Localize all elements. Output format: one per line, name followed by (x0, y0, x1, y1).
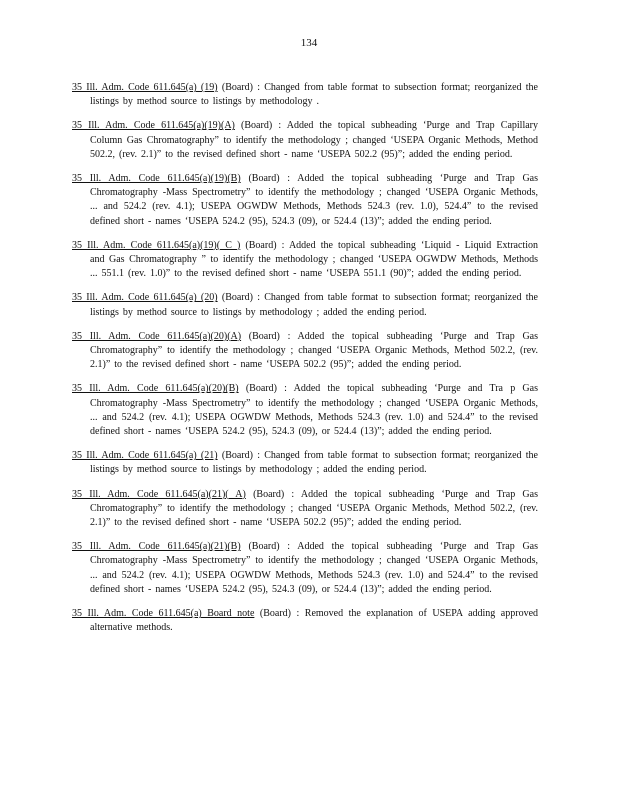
list-item (72, 330, 538, 373)
entry-citation: 35 Ill. Adm. Code 611.645(a)(19)(A) (72, 120, 235, 132)
entry-text: (Board) : Removed the explanation of USEPA adding approved alternative methods. (90, 608, 539, 634)
list-item (72, 291, 538, 319)
page-number: 134 (300, 37, 318, 49)
entry-text: (Board) : Added the topical subheading ‘Purge and Trap Gas Chromatography -Mass Spectrometry” to identify the methodology ; changed ‘USEPA Organic Methods, ... and 524.2 (rev. 4.1); USEPA OGWDW Methods, Methods 524.3 (rev. 1.0), 524.4” to the revised defined short - names ‘USEPA 524.2 (95), 524.3 (09), or 524.4 (13)”; added the ending period. (90, 173, 538, 227)
list-item (72, 382, 538, 439)
entry-citation: 35 Ill. Adm. Code 611.645(a)(20)(A) (72, 330, 242, 342)
entry-citation: 35 Ill. Adm. Code 611.645(a)(19)(B) (72, 173, 241, 185)
entry-citation: 35 Ill. Adm. Code 611.645(a) (19) (72, 82, 218, 93)
list-item (72, 172, 538, 229)
list-item (72, 239, 538, 282)
entry-text: (Board) : Added the topical subheading ‘Purge and Tra p Gas Chromatography -Mass Spectrometry” to identify the methodology ; changed ‘USEPA Organic Methods, ... and 524.2 (rev. 4.1); USEPA OGWDW Methods, Methods 524.3 (rev. 1.0) and 524.4” to the revised defined short - names ‘USEPA 524.2 (95), 524.3 (09), or 524.4 (13)”; added the ending period. (90, 383, 538, 438)
entry-text: (Board) : Changed from table format to subsection format; reorganized the listings by method source to listings by methodology ; added the ending period. (90, 450, 538, 476)
entry-citation: 35 Ill. Adm. Code 611.645(a)(21)(B) (72, 541, 241, 553)
entry-text: (Board) : Changed from table format to subsection format; reorganized the listings by method source to listings by methodology . (90, 82, 538, 108)
entry-citation: 35 Ill. Adm. Code 611.645(a)(20)(B) (72, 383, 239, 395)
entry-citation: 35 Ill. Adm. Code 611.645(a) Board note (72, 608, 255, 620)
entry-citation: 35 Ill. Adm. Code 611.645(a)(19)( C ) (72, 239, 241, 251)
entry-citation: 35 Ill. Adm. Code 611.645(a) (21) (72, 450, 218, 462)
entry-text: (Board) : Added the topical subheading ‘Liquid - Liquid Extraction and Gas Chromatography ” to identify the methodology ; changed ‘USEPA OGWDW Methods, Methods ... 551.1 (rev. 1.0)” to the revised defined short - name ‘USEPA 551.1 (90)”; added the ending period. (90, 239, 538, 280)
list-item (72, 540, 538, 597)
list-item (72, 607, 538, 635)
entry-text: (Board) : Added the topical subheading ‘Purge and Trap Gas Chromatography” to identify the methodology ; changed ‘USEPA Organic Methods, Method 502.2, (rev. 2.1)” to the revised defined short - name ‘USEPA 502.2 (95)”; added the ending period. (90, 330, 538, 371)
list-item (72, 81, 538, 109)
list-item (72, 449, 538, 477)
entry-text: (Board) : Changed from table format to subsection format; reorganized the listings by method source to listings by methodology ; added the ending period. (90, 292, 538, 318)
entry-citation: 35 Ill. Adm. Code 611.645(a)(21)( A) (72, 488, 246, 500)
entry-citation: 35 Ill. Adm. Code 611.645(a) (20) (72, 292, 218, 304)
entry-list (72, 71, 538, 643)
entry-text: (Board) : Added the topical subheading ‘Purge and Trap Capillary Column Gas Chromatography” to identify the methodology ; changed ‘USEPA Organic Methods, Method 502.2, (rev. 2.1)” to the revised defined short - name ‘USEPA 502.2 (95)”; added the ending period. (90, 120, 539, 160)
list-item (72, 488, 538, 531)
entry-text: (Board) : Added the topical subheading ‘Purge and Trap Gas Chromatography -Mass Spectrometry” to identify the methodology ; changed ‘USEPA Organic Methods, ... and 524.2 (rev. 4.1); USEPA OGWDW Methods, Methods 524.3 (rev. 1.0) and 524.4” to the revised defined short - names ‘USEPA 524.2 (95), 524.3 (09), or 524.4 (13)”; added the ending period. (90, 541, 538, 595)
list-item (72, 119, 538, 162)
entry-text: (Board) : Added the topical subheading ‘Purge and Trap Gas Chromatography” to identify the methodology ; changed ‘USEPA Organic Methods, Method 502.2, (rev. 2.1)” to the revised defined short - name ‘USEPA 502.2 (95)”; added the ending period. (90, 488, 538, 529)
